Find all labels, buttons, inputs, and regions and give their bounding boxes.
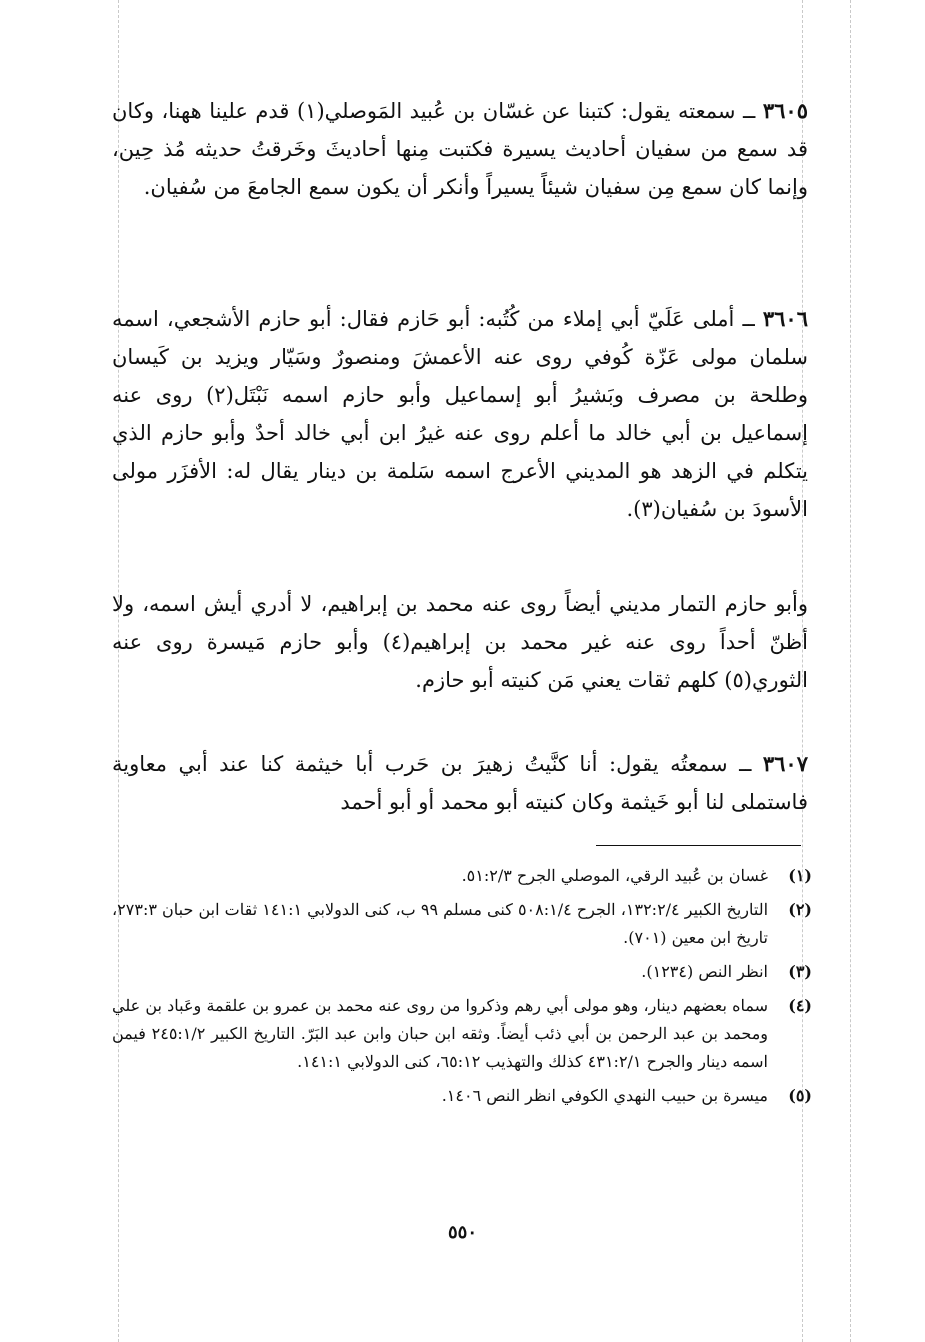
- paragraph-continuation: [112, 585, 808, 699]
- footnote-item: [112, 862, 812, 890]
- paragraph-text: ــ سمعتُه يقول: أنا كنَّيتُ زهيرَ بن حَرب أبا خيثمة كنا عند أبي معاوية فاستملى لنا أبو خَيثمة وكان كنيته أبو محمد أو أبو أحمد: [112, 752, 808, 814]
- footnote-item: [112, 896, 812, 952]
- footnote-item: [112, 958, 812, 986]
- scan-guide-line: [850, 0, 851, 1342]
- paragraph-3606: [112, 300, 808, 528]
- footnote-text: انظر النص (١٢٣٤).: [641, 962, 768, 981]
- paragraph-number: ٣٦٠٧: [762, 751, 808, 776]
- footnote-key: (٢): [788, 900, 812, 919]
- paragraph-text: ــ أملى عَلَيّ أبي إملاء من كُتُبه: أبو حَازم فقال: أبو حازم الأشجعي، اسمه سلمان مولى عَزّة كُوفي روى عنه الأعمشَ ومنصورٌ وسَيّار ويزيد بن كَيسان وطلحة بن مصرف وبَشيرُ أبو إسماعيل وأبو حازم اسمه نَبْتَل(٢) روى عنه إسماعيل بن أبي خالد ما أعلم روى عنه غيرُ ابن أبي خالد أحدٌ وأبو حازم الذي يتكلم في الزهد هو المديني الأعرج اسمه سَلمة بن دينار يقال له: الأفزَر مولى الأسودَ بن سُفيان(٣).: [112, 307, 808, 521]
- footnote-text: سماه بعضهم دينار، وهو مولى أبي رهم وذكروا من روى عنه محمد بن عمرو بن علقمة وعَباد بن علي ومحمد بن عبد الرحمن بن أبي ذئب أيضاً. وثقه ابن حبان وابن عبد البَرّ. التاريخ الكبير ٢٤٥:١/٢ فيمن اسمه دينار والجرح ٤٣١:٢/١ كذلك والتهذيب ٦٥:١٢، كنى الدولابي ١٤١:١.: [112, 996, 768, 1071]
- paragraph-number: ٣٦٠٥: [762, 98, 808, 123]
- paragraph-3605: [112, 92, 808, 206]
- paragraph-number: ٣٦٠٦: [762, 306, 808, 331]
- footnote-text: ميسرة بن حبيب النهدي الكوفي انظر النص ١٤٠٦.: [441, 1086, 768, 1105]
- footnote-text: التاريخ الكبير ١٣٢:٢/٤، الجرح ٥٠٨:١/٤ كنى مسلم ٩٩ ب، كنى الدولابي ١٤١:١ ثقات ابن حبان ٢٧٣:٣، تاريخ ابن معين (٧٠١).: [112, 900, 769, 947]
- footnote-item: [112, 1082, 812, 1110]
- footnotes: [112, 862, 812, 1116]
- paragraph-3607: [112, 745, 808, 821]
- page-number: ٥٥٠: [447, 1222, 477, 1243]
- paragraph-text: وأبو حازم التمار مديني أيضاً روى عنه محمد بن إبراهيم، لا أدري أيش اسمه، ولا أظنّ أحداً روى عنه غير محمد بن إبراهيم(٤) وأبو حازم مَيسرة روى عنه الثوري(٥) كلهم ثقات يعني مَن كنيته أبو حازم.: [112, 592, 808, 692]
- footnote-key: (٣): [788, 962, 812, 981]
- footnote-key: (١): [788, 866, 812, 885]
- footnote-separator: [596, 845, 801, 846]
- footnote-key: (٥): [788, 1086, 812, 1105]
- paragraph-text: ــ سمعته يقول: كتبنا عن غسّان بن عُبيد المَوصلي(١) قدم علينا ههنا، وكان قد سمع من سفيان أحاديث يسيرة فكتبت مِنها أحاديثَ وخَرقتُ حديثه مُذ حِين، وإنما كان سمع مِن سفيان شيئاً يسيراً وأنكر أن يكون سمع الجامعَ من سُفيان.: [112, 99, 808, 199]
- footnote-key: (٤): [788, 996, 812, 1015]
- footnote-item: [112, 992, 812, 1076]
- footnote-text: غسان بن عُبيد الرقي، الموصلي الجرح ٥١:٢/٣.: [461, 866, 768, 885]
